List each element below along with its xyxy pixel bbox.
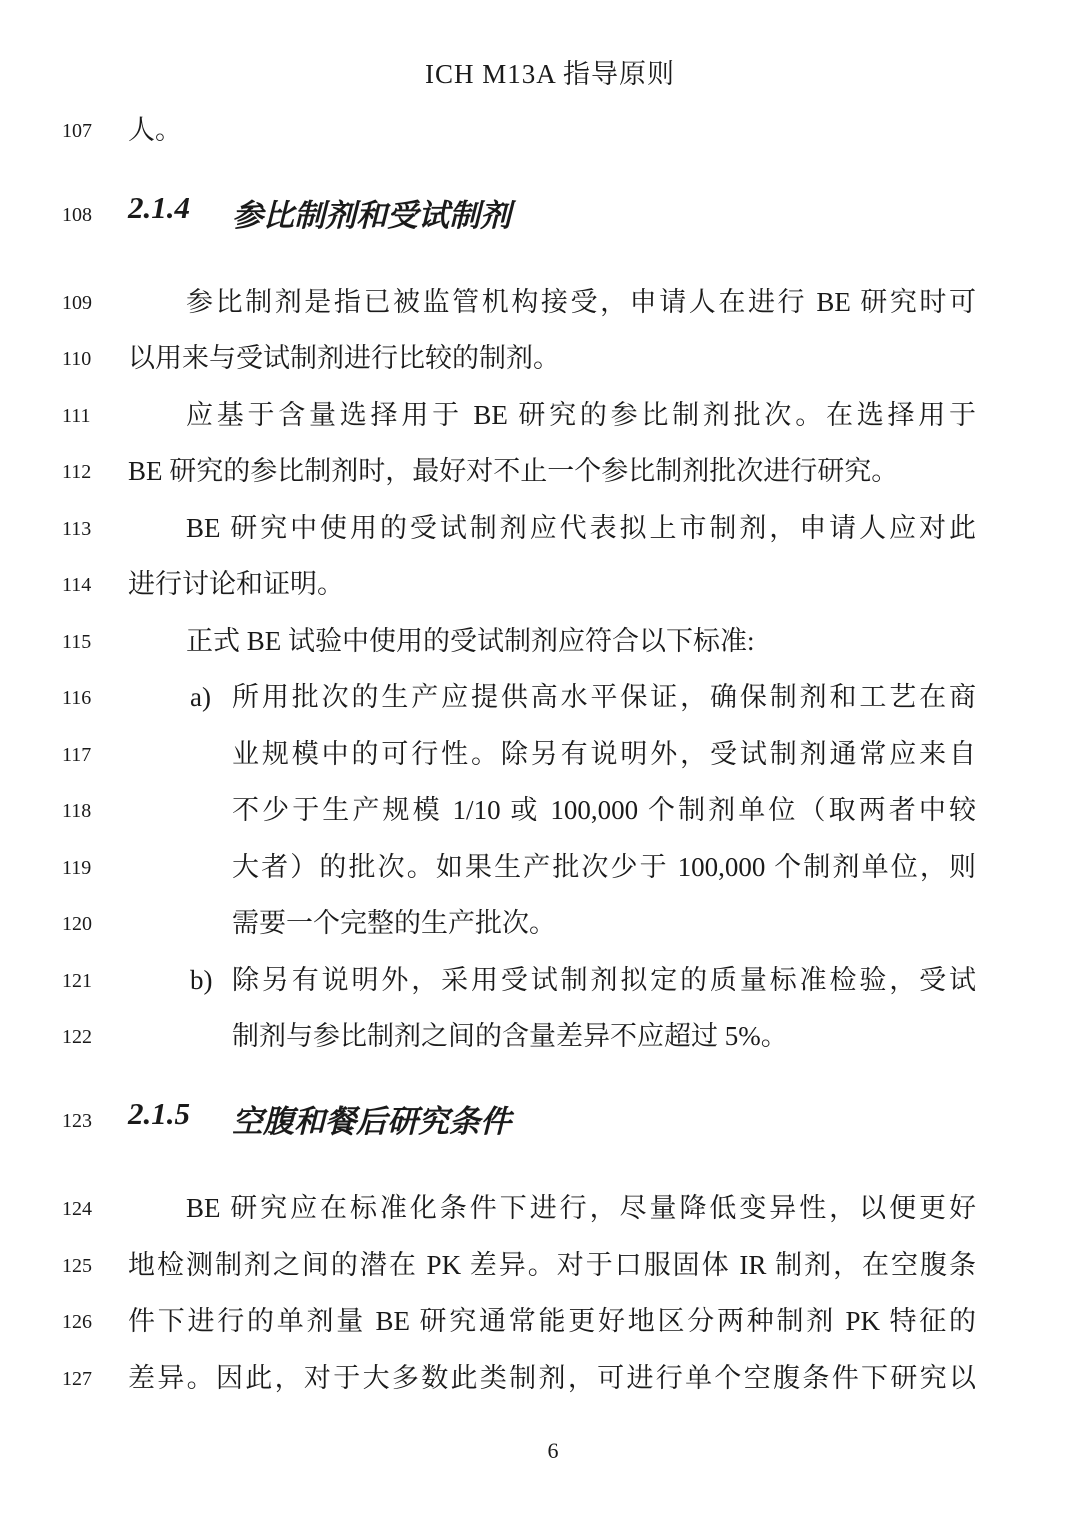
list-item [0,677,1080,717]
list-marker: a) [190,682,211,712]
list-marker: b) [190,965,213,995]
line-number: 116 [62,687,92,709]
line-text: 业规模中的可行性。除另有说明外，受试制剂通常应来自 [232,739,976,769]
text-line [0,1188,1080,1228]
line-number: 114 [62,574,92,596]
line-text: 所用批次的生产应提供高水平保证，确保制剂和工艺在商 [232,682,976,712]
line-text: 人。 [128,115,182,145]
line-number: 110 [62,348,92,370]
text-line [0,1301,1080,1341]
text-line [0,110,1080,150]
list-item [0,960,1080,1000]
line-number: 115 [62,631,92,653]
line-text: BE 研究的参比制剂时，最好对不止一个参比制剂批次进行研究。 [128,456,899,486]
page-header: ICH M13A 指导原则 [424,59,675,89]
line-number: 119 [62,857,92,879]
text-line [0,903,1080,943]
line-number: 108 [62,204,92,226]
line-text: 地检测制剂之间的潜在 PK 差异。对于口服固体 IR 制剂，在空腹条 [128,1250,976,1280]
line-number: 124 [62,1198,92,1220]
line-text: 以用来与受试制剂进行比较的制剂。 [128,343,560,373]
text-line [0,508,1080,548]
text-line [0,1245,1080,1285]
line-text: 大者）的批次。如果生产批次少于 100,000 个制剂单位，则 [232,852,976,882]
line-number: 122 [62,1026,92,1048]
section-heading [0,192,1080,232]
line-text: 件下进行的单剂量 BE 研究通常能更好地区分两种制剂 PK 特征的 [128,1306,976,1336]
line-number: 118 [62,800,92,822]
line-number: 109 [62,292,92,314]
line-number: 121 [62,970,92,992]
line-number: 112 [62,461,92,483]
line-text: 参比制剂是指已被监管机构接受，申请人在进行 BE 研究时可 [186,287,976,317]
text-line [0,621,1080,661]
text-line [0,282,1080,322]
line-number: 126 [62,1311,92,1333]
line-text: BE 研究应在标准化条件下进行，尽量降低变异性，以便更好 [186,1193,976,1223]
line-number: 127 [62,1368,92,1390]
section-number: 2.1.4 [128,190,190,225]
text-line [0,1358,1080,1398]
text-line [0,790,1080,830]
line-number: 125 [62,1255,92,1277]
line-text: 进行讨论和证明。 [128,569,344,599]
text-line [0,395,1080,435]
line-text: 应基于含量选择用于 BE 研究的参比制剂批次。在选择用于 [186,400,976,430]
line-number: 107 [62,120,92,142]
line-text: 正式 BE 试验中使用的受试制剂应符合以下标准: [186,626,755,656]
line-number: 111 [62,405,91,427]
text-line [0,847,1080,887]
line-text: BE 研究中使用的受试制剂应代表拟上市制剂，申请人应对此 [186,513,976,543]
line-number: 117 [62,744,92,766]
section-title: 空腹和餐后研究条件 [232,1104,511,1139]
text-line [0,734,1080,774]
line-text: 制剂与参比制剂之间的含量差异不应超过 5%。 [232,1021,788,1051]
text-line [0,1016,1080,1056]
text-line [0,338,1080,378]
text-line [0,564,1080,604]
section-number: 2.1.5 [128,1096,190,1131]
line-text: 不少于生产规模 1/10 或 100,000 个制剂单位（取两者中较 [232,795,976,825]
line-text: 除另有说明外，采用受试制剂拟定的质量标准检验，受试 [232,965,976,995]
line-text: 需要一个完整的生产批次。 [232,908,556,938]
line-number: 123 [62,1110,92,1132]
section-heading [0,1098,1080,1138]
line-number: 113 [62,518,92,540]
line-number: 120 [62,913,92,935]
text-line [0,451,1080,491]
line-text: 差异。因此，对于大多数此类制剂，可进行单个空腹条件下研究以 [128,1363,976,1393]
section-title: 参比制剂和受试制剂 [232,198,511,233]
page-number: 6 [547,1438,559,1463]
